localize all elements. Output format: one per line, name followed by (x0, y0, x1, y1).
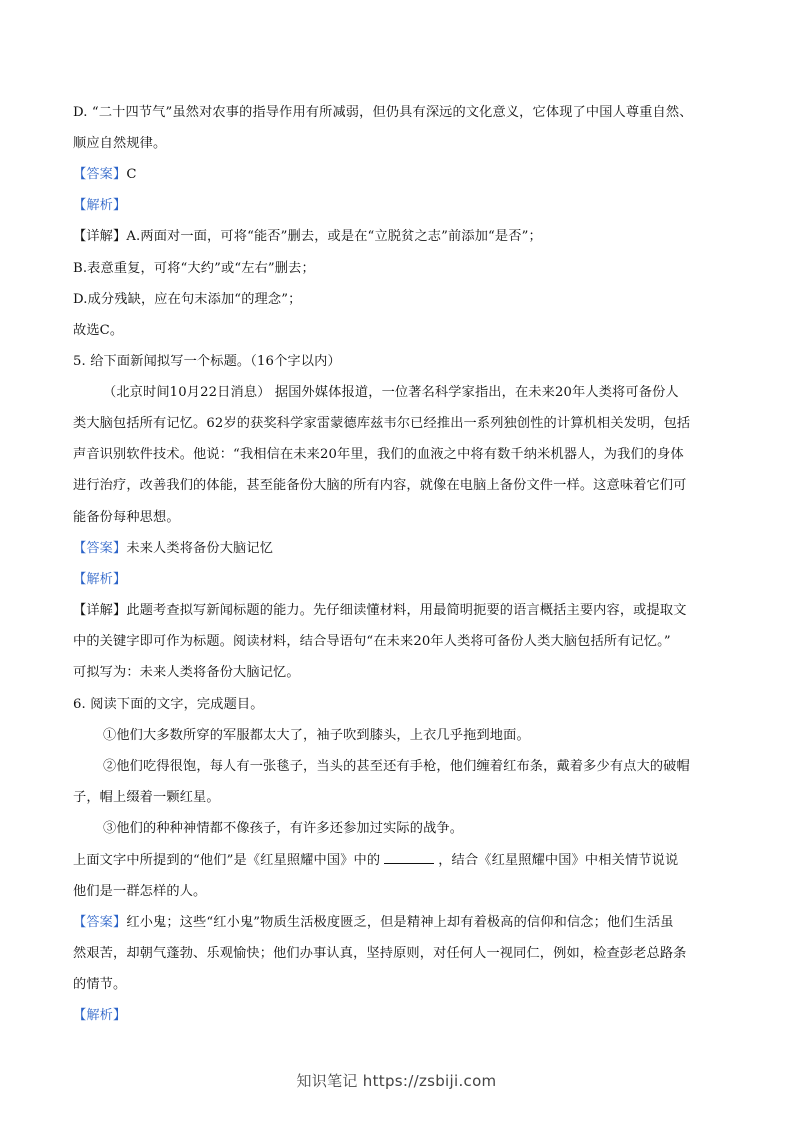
q4-answer-text: C (126, 167, 137, 182)
q6-item2-line2: 子，帽上缀着一颗红星。 (73, 790, 220, 805)
detail-label: 【详解】 (73, 603, 127, 618)
q5-prompt: 5. 给下面新闻拟写一个标题。（16个字以内） (73, 354, 341, 369)
q5-answer-text: 未来人类将备份大脑记忆 (126, 541, 274, 556)
q5-detail-row (73, 602, 687, 620)
q4-detail-line1: A.两面对一面，可将“能否”删去，或是在“立脱贫之志”前添加“是否”； (126, 229, 542, 244)
q6-question-part1: 上面文字中所提到的“他们”是《红星照耀中国》中的 (73, 853, 381, 868)
q4-analysis-row (73, 197, 126, 215)
answer-label: 【答案】 (73, 541, 127, 556)
analysis-label: 【解析】 (73, 572, 127, 587)
q6-question-line1 (73, 851, 678, 869)
q4-answer-row (73, 166, 137, 184)
q5-detail-line3: 可拟写为：未来人类将备份大脑记忆。 (73, 665, 300, 680)
q6-answer-line3: 的情节。 (73, 977, 127, 992)
answer-label: 【答案】 (73, 167, 127, 182)
q5-analysis-row (73, 571, 126, 589)
q4-detail-line4: 故选C。 (73, 323, 124, 338)
answer-label: 【答案】 (73, 915, 127, 930)
q5-para-line1: （北京时间10月22日消息） 据国外媒体报道，一位著名科学家指出，在未来20年人类将可备份人 (103, 385, 679, 400)
q5-para-line3: 声音识别软件技术。他说：“我相信在未来20年里，我们的血液之中将有数千纳米机器人，为我们的身体 (73, 447, 684, 462)
detail-label: 【详解】 (73, 229, 127, 244)
q5-para-line4: 进行治疗，改善我们的体能，甚至能备份大脑的所有内容，就像在电脑上备份文件一样。这意味着它们可 (73, 478, 687, 493)
q6-answer-row (73, 914, 674, 932)
q5-para-line5: 能备份每种思想。 (73, 510, 180, 525)
q4-detail-row (73, 228, 542, 246)
q5-detail-line1: 此题考查拟写新闻标题的能力。先仔细读懂材料，用最简明扼要的语言概括主要内容，或提取文 (126, 603, 687, 618)
q4-detail-line2: B.表意重复，可将“大约”或“左右”删去； (73, 261, 315, 276)
q6-question-part2: ，结合《红星照耀中国》中相关情节说说 (438, 853, 679, 868)
q6-prompt: 6. 阅读下面的文字，完成题目。 (73, 697, 264, 712)
q6-analysis-row (73, 1007, 126, 1025)
footer-watermark: 知识笔记 https://zsbiji.com (296, 1072, 497, 1090)
q5-answer-row (73, 540, 273, 558)
q5-para-line2: 类大脑包括所有记忆。62岁的获奖科学家雷蒙德库兹韦尔已经推出一系列独创性的计算机相关发明，包括 (73, 416, 691, 431)
q4-detail-line3: D.成分残缺，应在句末添加“的理念”； (73, 292, 302, 307)
q6-answer-line1: 红小鬼；这些“红小鬼”物质生活极度匮乏，但是精神上却有着极高的信仰和信念；他们生活虽 (126, 915, 674, 930)
q4-option-d-line2: 顺应自然规律。 (73, 136, 167, 151)
q5-detail-line2: 中的关键字即可作为标题。阅读材料，结合导语句“在未来20年人类将可备份人类大脑包括所有记忆。” (73, 634, 671, 649)
q4-option-d-line1: D. “二十四节气”虽然对农事的指导作用有所减弱，但仍具有深远的文化意义，它体现了中国人尊重自然、 (73, 105, 693, 120)
q6-item3: ③他们的种种神情都不像孩子，有许多还参加过实际的战争。 (103, 821, 464, 836)
q6-item1: ①他们大多数所穿的军服都太大了，袖子吹到膝头，上衣几乎拖到地面。 (103, 728, 530, 743)
q6-answer-line2: 然艰苦，却朝气蓬勃、乐观愉快；他们办事认真，坚持原则，对任何人一视同仁，例如，检查彭老总路条 (73, 946, 687, 961)
q6-question-line2: 他们是一群怎样的人。 (73, 884, 207, 899)
analysis-label: 【解析】 (73, 198, 127, 213)
analysis-label: 【解析】 (73, 1008, 127, 1023)
answer-blank[interactable] (384, 851, 434, 864)
q6-item2-line1: ②他们吃得很饱，每人有一张毯子，当头的甚至还有手枪，他们缠着红布条，戴着多少有点大的破帽 (103, 759, 690, 774)
